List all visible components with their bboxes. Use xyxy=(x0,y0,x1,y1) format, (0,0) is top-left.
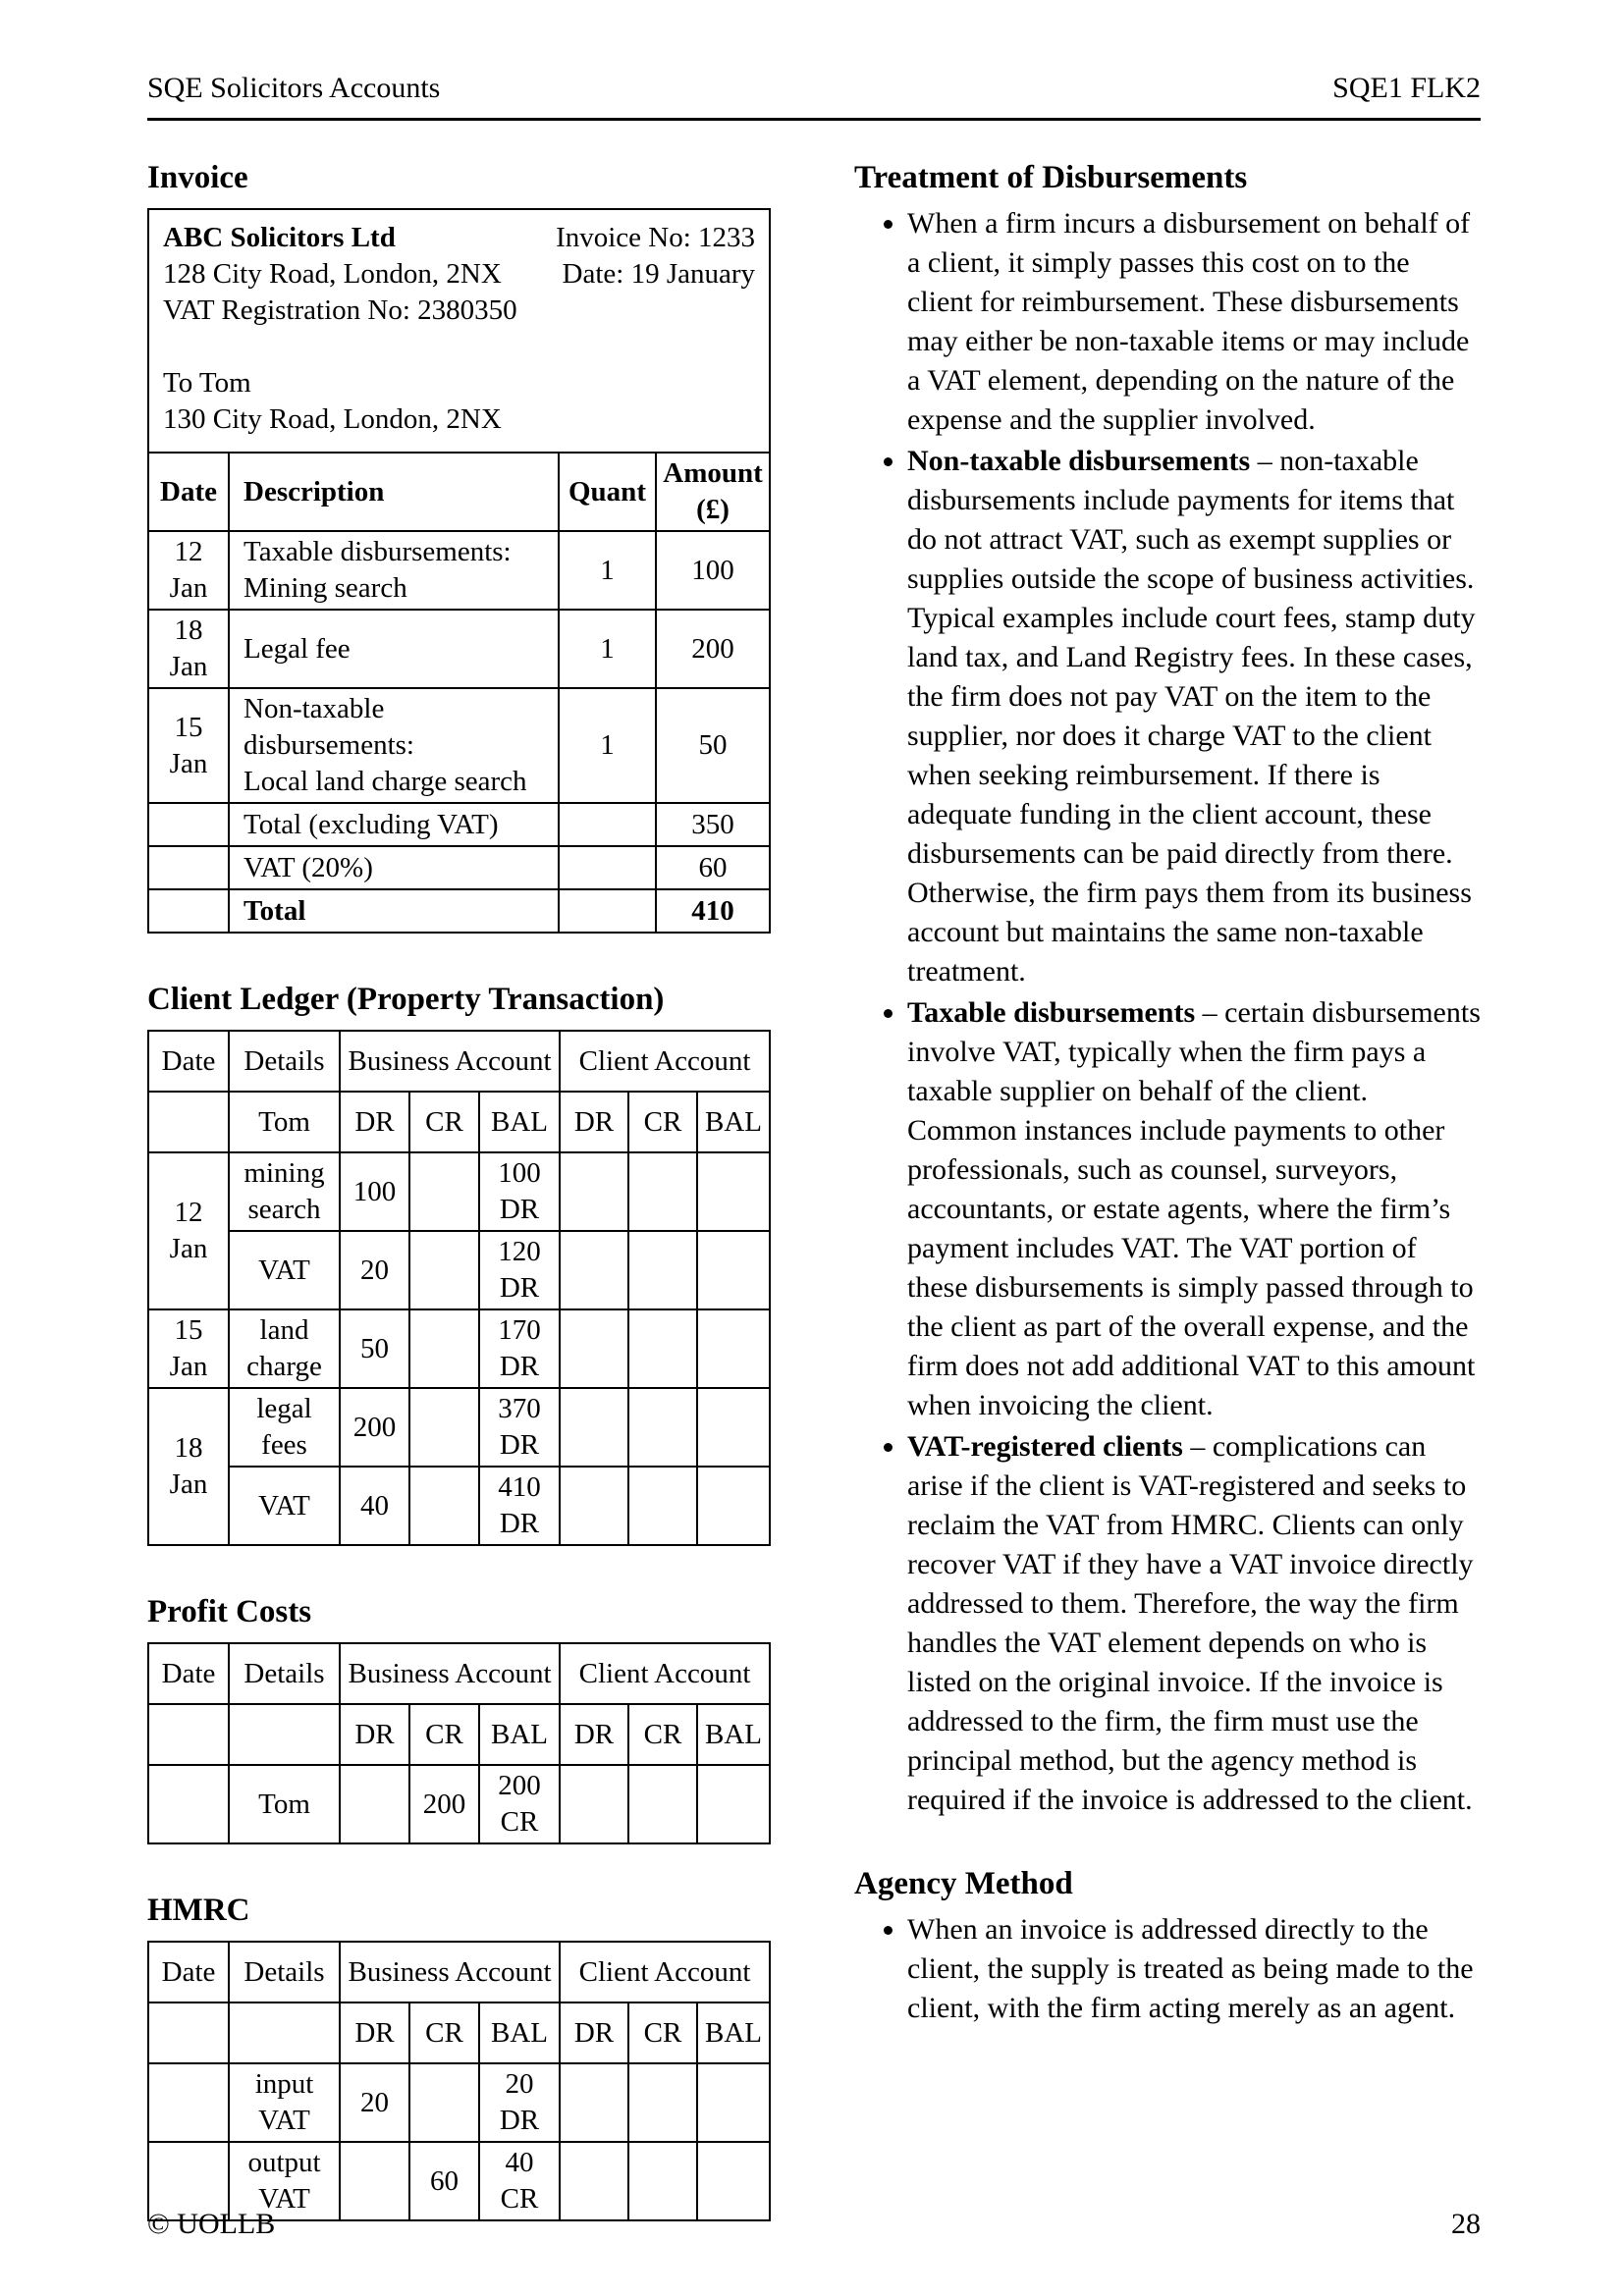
col-header-date: Date xyxy=(148,1643,229,1704)
cell-empty xyxy=(229,1704,340,1765)
cell-date: 15 Jan xyxy=(148,688,229,803)
bullet-item: • Taxable disbursements – certain disbursements involve VAT, typically when the firm pays a taxable supplier on behalf of the client. Common instances include payments to other professionals, such as counsel, surveyors, accountants, or estate agents, where the firm’s payment includes VAT. The VAT portion of these disbursements is simply passed through to the client as part of the overall expense, and the firm does not add additional VAT to this amount when invoicing the client. xyxy=(907,993,1481,1425)
profit-costs-section-title: Profit Costs xyxy=(147,1594,312,1629)
cell-label: Total xyxy=(229,889,559,933)
cell-client-cr xyxy=(628,1152,697,1231)
cell-date: 12 Jan xyxy=(148,531,229,610)
cell-business-dr: 20 xyxy=(340,2063,409,2142)
cell-quant: 1 xyxy=(559,688,656,803)
cell-description: Taxable disbursements: Mining search xyxy=(229,531,559,610)
cell-amount: 200 xyxy=(656,610,770,688)
col-header-bal: BAL xyxy=(697,2002,770,2063)
col-header-cr: CR xyxy=(628,2002,697,2063)
ledger-row xyxy=(148,1152,770,1231)
cell-business-cr xyxy=(409,2063,479,2142)
cell-date: 18 Jan xyxy=(148,610,229,688)
col-header-bal: BAL xyxy=(697,1704,770,1765)
ledger-header-row xyxy=(148,1942,770,2002)
cell-details: input VAT xyxy=(229,2063,340,2142)
agency-bullet-list xyxy=(854,1910,1481,2028)
col-header-dr: DR xyxy=(340,1092,409,1152)
cell-business-dr: 40 xyxy=(340,1467,409,1545)
cell-client-dr xyxy=(560,1467,628,1545)
cell-client-dr xyxy=(560,1765,628,1843)
ledger-header-row xyxy=(148,1031,770,1092)
cell-quant: 1 xyxy=(559,531,656,610)
cell-business-dr: 50 xyxy=(340,1309,409,1388)
bullet-item: • VAT-registered clients – complications can arise if the client is VAT-registered and seeks to reclaim the VAT from HMRC. Clients can only recover VAT if they have a VAT invoice directly addressed to them. Therefore, the way the firm handles the VAT element depends on who is listed on the original invoice. If the invoice is addressed to the firm, the firm must use the principal method, but the agency method is required if the invoice is addressed to the client. xyxy=(907,1427,1481,1820)
col-header-quant: Quant xyxy=(559,453,656,531)
cell-empty xyxy=(559,846,656,889)
firm-address: 128 City Road, London, 2NX xyxy=(163,258,502,290)
invoice-row xyxy=(148,688,770,803)
vat-registration: VAT Registration No: 2380350 xyxy=(163,294,517,326)
col-header-cr: CR xyxy=(628,1092,697,1152)
cell-business-cr: 200 xyxy=(409,1765,479,1843)
cell-empty xyxy=(559,889,656,933)
invoice-from-block xyxy=(163,220,517,438)
cell-details: legal fees xyxy=(229,1388,340,1467)
cell-client-cr xyxy=(628,2063,697,2142)
cell-empty xyxy=(559,803,656,846)
cell-amount: 50 xyxy=(656,688,770,803)
cell-label: VAT (20%) xyxy=(229,846,559,889)
cell-client-cr xyxy=(628,1467,697,1545)
col-header-bal: BAL xyxy=(479,1092,560,1152)
ledger-row xyxy=(148,1388,770,1467)
client-ledger-table xyxy=(147,1030,771,1546)
invoice-date: Date: 19 January xyxy=(562,258,756,290)
cell-label: Total (excluding VAT) xyxy=(229,803,559,846)
cell-business-bal: 120 DR xyxy=(479,1231,560,1309)
cell-empty xyxy=(148,1704,229,1765)
col-header-dr: DR xyxy=(340,1704,409,1765)
treatment-bullet-list xyxy=(854,204,1481,1820)
cell-client-dr xyxy=(560,1309,628,1388)
cell-details: output VAT xyxy=(229,2142,340,2220)
cell-business-cr: 60 xyxy=(409,2142,479,2220)
cell-client-bal xyxy=(697,1765,770,1843)
cell-business-bal: 20 DR xyxy=(479,2063,560,2142)
col-header-bal: BAL xyxy=(697,1092,770,1152)
cell-client-dr xyxy=(560,1231,628,1309)
profit-costs-table xyxy=(147,1642,771,1844)
cell-business-dr: 200 xyxy=(340,1388,409,1467)
cell-date: 15 Jan xyxy=(148,1309,229,1388)
client-ledger-section-title: Client Ledger (Property Transaction) xyxy=(147,982,665,1017)
cell-details: VAT xyxy=(229,1231,340,1309)
invoice-total-row xyxy=(148,889,770,933)
firm-name: ABC Solicitors Ltd xyxy=(163,222,396,253)
col-header-business-account: Business Account xyxy=(340,1942,560,2002)
col-header-cr: CR xyxy=(409,2002,479,2063)
col-header-client-account: Client Account xyxy=(560,1643,770,1704)
col-header-details: Details xyxy=(229,1031,340,1092)
col-header-cr: CR xyxy=(409,1704,479,1765)
col-header-cr: CR xyxy=(409,1092,479,1152)
invoice-to: To Tom xyxy=(163,367,251,399)
col-header-description: Description xyxy=(229,453,559,531)
cell-details: land charge xyxy=(229,1309,340,1388)
cell-details: VAT xyxy=(229,1467,340,1545)
header-left-title: SQE Solicitors Accounts xyxy=(147,72,441,104)
cell-business-bal: 170 DR xyxy=(479,1309,560,1388)
col-header-details: Details xyxy=(229,1942,340,2002)
header-right-title: SQE1 FLK2 xyxy=(1332,72,1481,104)
col-header-date: Date xyxy=(148,1942,229,2002)
cell-empty xyxy=(229,2002,340,2063)
cell-business-cr xyxy=(409,1388,479,1467)
cell-amount: 100 xyxy=(656,531,770,610)
cell-business-bal: 410 DR xyxy=(479,1467,560,1545)
cell-client-bal xyxy=(697,1467,770,1545)
page-content xyxy=(147,157,1481,2221)
invoice-column-header-row xyxy=(148,453,770,531)
bullet-item: • When an invoice is addressed directly to the client, the supply is treated as being made to the client, with the firm acting merely as an agent. xyxy=(907,1910,1481,2028)
ledger-subheader-row xyxy=(148,2002,770,2063)
bullet-item: • When a firm incurs a disbursement on behalf of a client, it simply passes this cost on to the client for reimbursement. These disbursements may either be non-taxable items or may include a VAT element, depending on the nature of the expense and the supplier involved. xyxy=(907,204,1481,440)
col-header-date: Date xyxy=(148,453,229,531)
ledger-row xyxy=(148,1765,770,1843)
cell-business-dr: 20 xyxy=(340,1231,409,1309)
col-header-bal: BAL xyxy=(479,1704,560,1765)
page-number: 28 xyxy=(1451,2208,1481,2240)
col-header-dr: DR xyxy=(560,2002,628,2063)
invoice-row xyxy=(148,610,770,688)
col-header-dr: DR xyxy=(560,1704,628,1765)
cell-business-cr xyxy=(409,1467,479,1545)
ledger-header-row xyxy=(148,1643,770,1704)
cell-client-cr xyxy=(628,1388,697,1467)
cell-business-bal: 100 DR xyxy=(479,1152,560,1231)
ledger-row xyxy=(148,1231,770,1309)
cell-business-bal: 370 DR xyxy=(479,1388,560,1467)
agency-method-heading: Agency Method xyxy=(854,1866,1073,1901)
cell-date xyxy=(148,1765,229,1843)
col-header-client-account: Client Account xyxy=(560,1942,770,2002)
col-header-dr: DR xyxy=(340,2002,409,2063)
cell-date xyxy=(148,2063,229,2142)
invoice-meta-block xyxy=(556,220,755,293)
cell-client-cr xyxy=(628,1231,697,1309)
cell-business-cr xyxy=(409,1152,479,1231)
ledger-subheader-row xyxy=(148,1704,770,1765)
cell-client-bal xyxy=(697,1152,770,1231)
cell-client-bal xyxy=(697,1388,770,1467)
hmrc-table xyxy=(147,1941,771,2221)
cell-amount: 60 xyxy=(656,846,770,889)
cell-empty xyxy=(148,889,229,933)
ledger-row xyxy=(148,2063,770,2142)
cell-empty xyxy=(148,1092,229,1152)
cell-details: Tom xyxy=(229,1765,340,1843)
treatment-heading: Treatment of Disbursements xyxy=(854,160,1248,195)
cell-details: mining search xyxy=(229,1152,340,1231)
hmrc-section-title: HMRC xyxy=(147,1893,250,1928)
cell-business-cr xyxy=(409,1231,479,1309)
page-footer xyxy=(147,2207,1481,2242)
cell-empty xyxy=(148,803,229,846)
spacer xyxy=(163,329,517,365)
bullet-item: • Non-taxable disbursements – non-taxable disbursements include payments for items that do not attract VAT, such as exempt supplies or supplies outside the scope of business activities. Typical examples include court fees, stamp duty land tax, and Land Registry fees. In these cases, the firm does not pay VAT on the item to the supplier, nor does it charge VAT to the client when seeking reimbursement. If there is adequate funding in the client account, these disbursements can be paid directly from there. Otherwise, the firm pays them from its business account but maintains the same non-taxable treatment. xyxy=(907,442,1481,991)
col-header-date: Date xyxy=(148,1031,229,1092)
invoice-number: Invoice No: 1233 xyxy=(556,222,756,253)
cell-date: 12 Jan xyxy=(148,1152,229,1309)
invoice-letterhead-cell xyxy=(148,209,770,453)
ledger-row xyxy=(148,1309,770,1388)
cell-client-bal xyxy=(697,1231,770,1309)
invoice-row xyxy=(148,531,770,610)
invoice-to-address: 130 City Road, London, 2NX xyxy=(163,403,502,435)
col-header-details: Details xyxy=(229,1643,340,1704)
col-header-cr: CR xyxy=(628,1704,697,1765)
cell-quant: 1 xyxy=(559,610,656,688)
invoice-section-title: Invoice xyxy=(147,160,248,195)
cell-client-cr xyxy=(628,1765,697,1843)
cell-business-cr xyxy=(409,1309,479,1388)
cell-amount: 350 xyxy=(656,803,770,846)
left-column xyxy=(147,157,769,2221)
cell-description: Non-taxable disbursements: Local land charge search xyxy=(229,688,559,803)
subheader-client-name: Tom xyxy=(229,1092,340,1152)
page-header xyxy=(147,71,1481,121)
col-header-business-account: Business Account xyxy=(340,1031,560,1092)
invoice-letterhead-row xyxy=(148,209,770,453)
cell-business-bal: 200 CR xyxy=(479,1765,560,1843)
copyright-text: © UOLLB xyxy=(147,2208,276,2240)
col-header-client-account: Client Account xyxy=(560,1031,770,1092)
cell-empty xyxy=(148,846,229,889)
invoice-vat-row xyxy=(148,846,770,889)
ledger-row xyxy=(148,1467,770,1545)
col-header-amount: Amount (£) xyxy=(656,453,770,531)
right-column xyxy=(854,157,1481,2030)
cell-empty xyxy=(148,2002,229,2063)
cell-business-dr: 100 xyxy=(340,1152,409,1231)
cell-client-cr xyxy=(628,1309,697,1388)
col-header-dr: DR xyxy=(560,1092,628,1152)
col-header-business-account: Business Account xyxy=(340,1643,560,1704)
cell-business-bal: 40 CR xyxy=(479,2142,560,2220)
cell-description: Legal fee xyxy=(229,610,559,688)
cell-client-dr xyxy=(560,2063,628,2142)
invoice-subtotal-row xyxy=(148,803,770,846)
ledger-subheader-row xyxy=(148,1092,770,1152)
col-header-bal: BAL xyxy=(479,2002,560,2063)
cell-date: 18 Jan xyxy=(148,1388,229,1545)
cell-client-dr xyxy=(560,1388,628,1467)
cell-client-bal xyxy=(697,2063,770,2142)
cell-business-dr xyxy=(340,1765,409,1843)
cell-client-bal xyxy=(697,1309,770,1388)
cell-client-dr xyxy=(560,1152,628,1231)
cell-amount: 410 xyxy=(656,889,770,933)
invoice-table xyxy=(147,208,771,934)
